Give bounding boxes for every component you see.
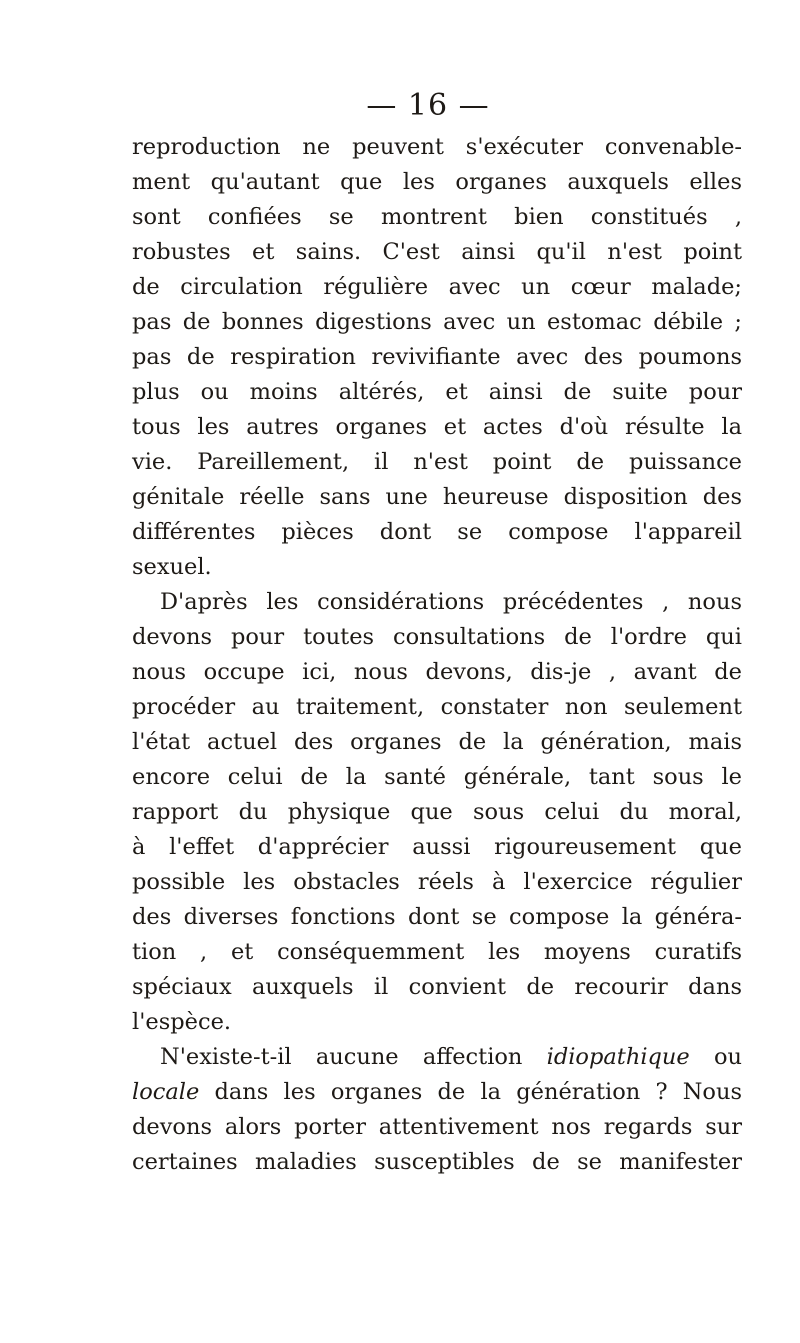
text-line: N'existe-t-il aucune affection idiopathique ou xyxy=(160,1044,742,1070)
text-line: pas de respiration revivifiante avec des poumons xyxy=(132,344,742,370)
text-line: spéciaux auxquels il convient de recourir dans xyxy=(132,974,742,1000)
text-line: tous les autres organes et actes d'où résulte la xyxy=(132,414,742,440)
text-line: l'état actuel des organes de la génération, mais xyxy=(132,729,742,755)
italic-term: locale xyxy=(132,1079,200,1105)
text-line: procéder au traitement, constater non seulement xyxy=(132,694,742,720)
text-line: de circulation régulière avec un cœur malade; xyxy=(132,274,742,300)
text-line: locale dans les organes de la génération ? Nous xyxy=(132,1079,742,1105)
page-number: — 16 — xyxy=(366,88,490,123)
text-line: robustes et sains. C'est ainsi qu'il n'est point xyxy=(132,239,742,265)
text-line: devons pour toutes consultations de l'ordre qui xyxy=(132,624,742,650)
text-line: ment qu'autant que les organes auxquels elles xyxy=(132,169,742,195)
text-line: génitale réelle sans une heureuse disposition des xyxy=(132,484,742,510)
text-line: certaines maladies susceptibles de se manifester xyxy=(132,1149,742,1175)
text-line: possible les obstacles réels à l'exercice régulier xyxy=(132,869,742,895)
italic-term: idiopathique xyxy=(546,1044,690,1070)
text-line: vie. Pareillement, il n'est point de puissance xyxy=(132,449,742,475)
body-text xyxy=(132,130,742,1180)
text-line: rapport du physique que sous celui du moral, xyxy=(132,799,742,825)
text-line: encore celui de la santé générale, tant sous le xyxy=(132,764,742,790)
text-line: reproduction ne peuvent s'exécuter convenable- xyxy=(132,134,742,160)
text-line: l'espèce. xyxy=(132,1009,232,1035)
text-line: sexuel. xyxy=(132,554,212,580)
text-line: pas de bonnes digestions avec un estomac débile ; xyxy=(132,309,742,335)
text-line: nous occupe ici, nous devons, dis-je , avant de xyxy=(132,659,742,685)
text-line: plus ou moins altérés, et ainsi de suite pour xyxy=(132,379,742,405)
text-line: sont confiées se montrent bien constitués , xyxy=(132,204,742,230)
text-line: devons alors porter attentivement nos regards sur xyxy=(132,1114,742,1140)
text-line: D'après les considérations précédentes , nous xyxy=(160,589,742,615)
text-line: à l'effet d'apprécier aussi rigoureusement que xyxy=(132,834,742,860)
text-line: des diverses fonctions dont se compose la généra- xyxy=(132,904,742,930)
text-line: différentes pièces dont se compose l'appareil xyxy=(132,519,742,545)
text-line: tion , et conséquemment les moyens curatifs xyxy=(132,939,742,965)
